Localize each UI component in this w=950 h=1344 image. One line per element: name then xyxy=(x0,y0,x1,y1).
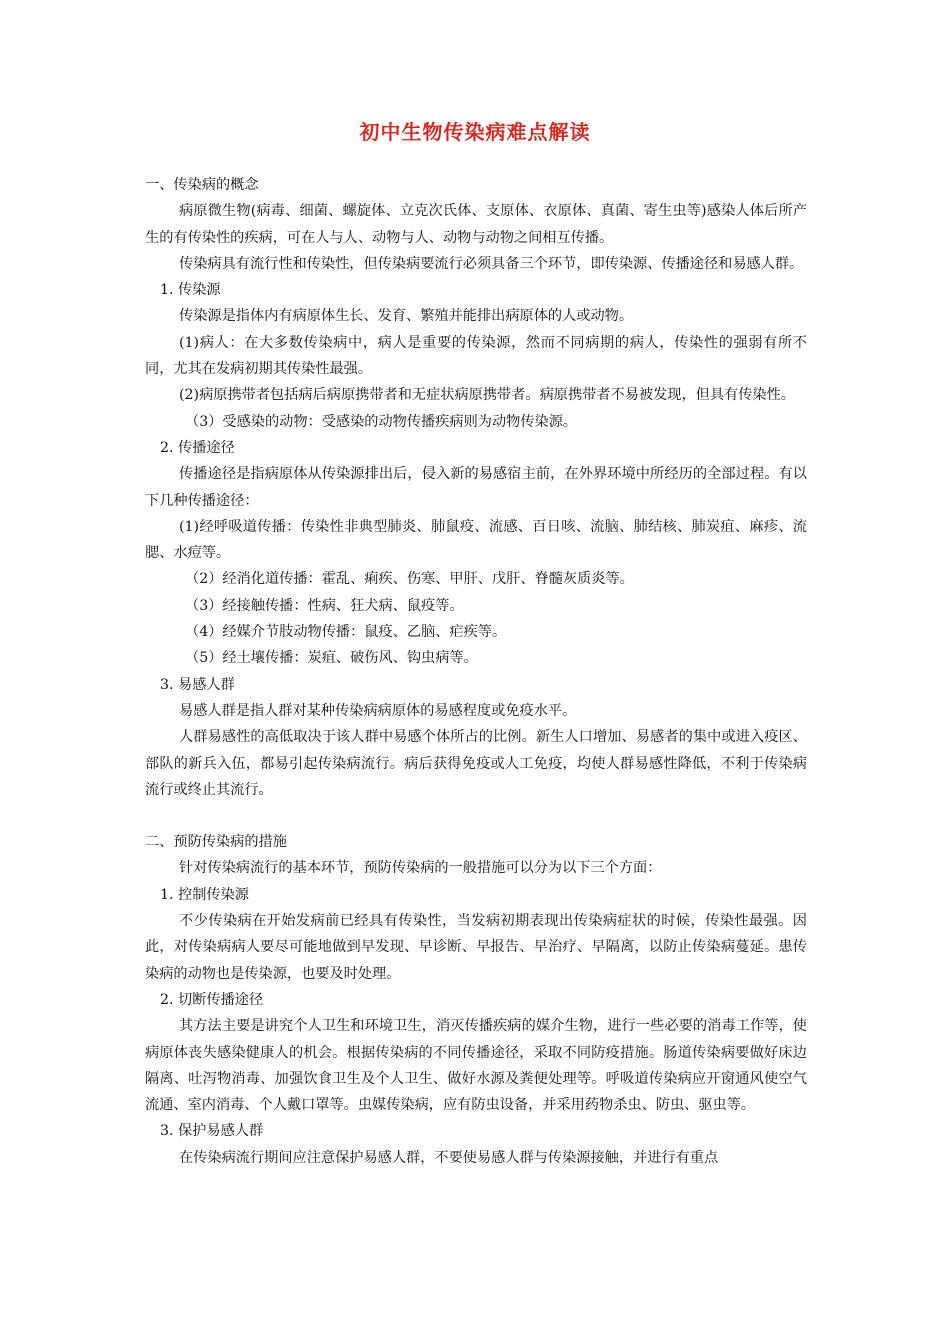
list-item: （3）受感染的动物：受感染的动物传播疾病则为动物传染源。 xyxy=(185,413,578,430)
subsection-heading: 3. 易感人群 xyxy=(160,676,235,693)
paragraph: 易感人群是指人群对某种传染病病原体的易感程度或免疫水平。 xyxy=(179,702,577,719)
paragraph: 人群易感性的高低取决于该人群中易感个体所占的比例。新生人口增加、易感者的集中或进入疫区、部队的新兵入伍，都易引起传染病流行。病后获得免疫或人工免疫，均使人群易感性降低，不利于传染病流行或终止其流行。 xyxy=(145,729,807,798)
list-item: (1)经呼吸道传播：传染性非典型肺炎、肺鼠疫、流感、百日咳、流脑、肺结核、肺炭疽、麻疹、流腮、水痘等。 xyxy=(145,518,807,562)
list-item: （5）经土壤传播：炭疽、破伤风、钩虫病等。 xyxy=(185,650,478,667)
subsection-heading: 1. 控制传染源 xyxy=(160,886,249,903)
section-heading: 一、传染病的概念 xyxy=(145,177,259,193)
list-item: （2）经消化道传播：霍乱、痢疾、伤寒、甲肝、戊肝、脊髓灰质炎等。 xyxy=(185,571,634,588)
document-body xyxy=(145,172,807,1171)
section-spacer xyxy=(145,803,807,829)
paragraph: 传染源是指体内有病原体生长、发育、繁殖并能排出病原体的人或动物。 xyxy=(179,308,634,325)
paragraph: 病原微生物(病毒、细菌、螺旋体、立克次氏体、支原体、衣原体、真菌、寄生虫等)感染人体后所产生的有传染性的疾病，可在人与人、动物与人、动物与动物之间相互传播。 xyxy=(145,203,807,246)
subsection-heading: 2. 切断传播途径 xyxy=(160,991,264,1008)
paragraph: 传染病具有流行性和传染性，但传染病要流行必须具备三个环节，即传染源、传播途径和易感人群。 xyxy=(179,255,804,272)
list-item: （4）经媒介节肢动物传播：鼠疫、乙脑、疟疾等。 xyxy=(185,624,507,641)
paragraph: 其方法主要是讲究个人卫生和环境卫生，消灭传播疾病的媒介生物，进行一些必要的消毒工作等，使病原体丧失感染健康人的机会。根据传染病的不同传播途径，采取不同防疫措施。肠道传染病要做好床边隔离、吐泻物消毒、加强饮食卫生及个人卫生、做好水源及粪便处理等。呼吸道传染病应开窗通风使空气流通、室内消毒、个人戴口罩等。虫媒传染病，应有防虫设备，并采用药物杀虫、防虫、驱虫等。 xyxy=(145,1018,807,1114)
subsection-heading: 1. 传染源 xyxy=(160,282,221,299)
document-title: 初中生物传染病难点解读 xyxy=(359,120,591,144)
paragraph: 不少传染病在开始发病前已经具有传染性，当发病初期表现出传染病症状的时候，传染性最强。因此，对传染病病人要尽可能地做到早发现、早诊断、早报告、早治疗、早隔离，以防止传染病蔓延。患传染病的动物也是传染源，也要及时处理。 xyxy=(145,913,807,982)
list-item: (2)病原携带者包括病后病原携带者和无症状病原携带者。病原携带者不易被发现，但具有传染性。 xyxy=(179,387,795,404)
section-heading: 二、预防传染病的措施 xyxy=(145,834,287,851)
subsection-heading: 2. 传播途径 xyxy=(160,439,235,456)
subsection-heading: 3. 保护易感人群 xyxy=(160,1123,264,1140)
list-item: (1)病人：在大多数传染病中，病人是重要的传染源，然而不同病期的病人，传染性的强弱有所不同，尤其在发病初期其传染性最强。 xyxy=(145,334,807,378)
paragraph: 在传染病流行期间应注意保护易感人群，不要使易感人群与传染源接触，并进行有重点 xyxy=(179,1149,719,1166)
list-item: （3）经接触传播：性病、狂犬病、鼠疫等。 xyxy=(185,597,464,614)
paragraph: 针对传染病流行的基本环节，预防传染病的一般措施可以分为以下三个方面： xyxy=(179,860,662,877)
paragraph: 传播途径是指病原体从传染源排出后，侵入新的易感宿主前，在外界环境中所经历的全部过程。有以下几种传播途径： xyxy=(145,466,807,509)
